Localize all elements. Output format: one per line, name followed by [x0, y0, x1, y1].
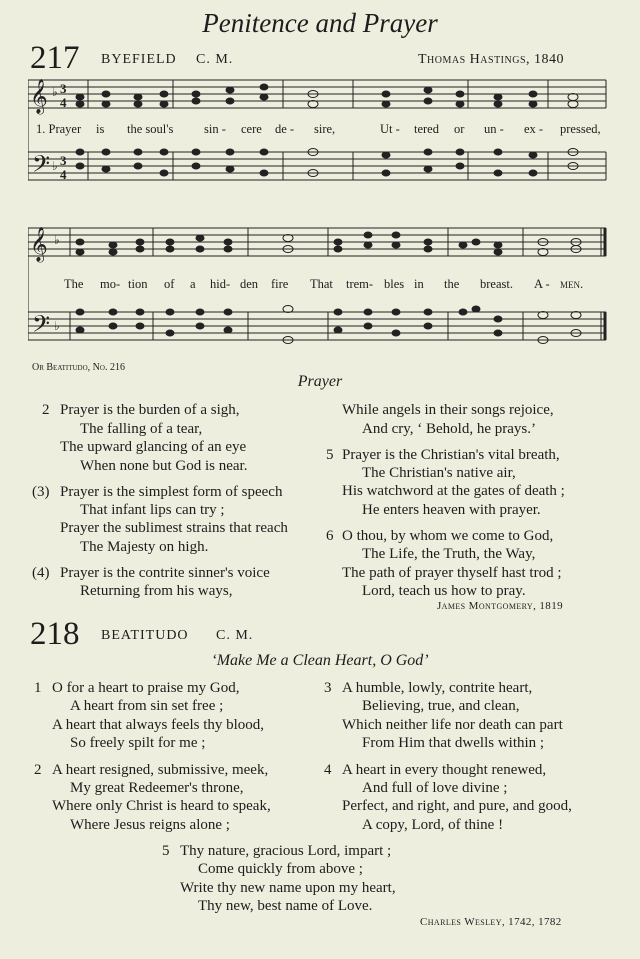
verse-line: Thy new, best name of Love.: [198, 898, 373, 914]
svg-text:3: 3: [60, 153, 67, 168]
hymn-218-tune: BEATITUDO: [101, 628, 189, 643]
verse-line: While angels in their songs rejoice,: [342, 402, 554, 418]
hymn-218-number: 218: [30, 616, 80, 652]
lyric-syllable: a: [190, 277, 196, 291]
lyric-syllable: the soul's: [127, 122, 174, 136]
verse-line: He enters heaven with prayer.: [362, 502, 541, 518]
stanza-number: 4: [324, 762, 332, 778]
lyric-syllable: fire: [271, 277, 289, 291]
lyric-syllable: tion: [128, 277, 148, 291]
hymn-218-subtitle: ‘Make Me a Clean Heart, O God’: [211, 652, 429, 669]
stanza-number: 2: [42, 402, 50, 418]
verse-line: A heart that always feels thy blood,: [52, 717, 265, 733]
lyric-syllable: A -: [534, 277, 550, 291]
svg-text:♭: ♭: [52, 159, 58, 173]
verse-line: Where only Christ is heard to speak,: [52, 798, 271, 814]
verse-line: A heart from sin set free ;: [70, 698, 224, 714]
svg-text:𝄢: 𝄢: [32, 310, 51, 343]
verse-line: The Majesty on high.: [80, 539, 209, 555]
lyric-syllable: un -: [484, 122, 504, 136]
verse-line: So freely spilt for me ;: [70, 735, 206, 751]
verse-line: His watchword at the gates of death ;: [342, 483, 565, 499]
hymn-218-meter: C. M.: [216, 628, 254, 643]
stanza-number: (4): [32, 565, 50, 581]
hymn-217-subtitle: Prayer: [297, 373, 343, 390]
stanza-number: 1: [34, 680, 42, 696]
svg-text:♭: ♭: [52, 85, 58, 99]
lyric-syllable: breast.: [480, 277, 513, 291]
lyric-syllable: men.: [560, 277, 584, 291]
verse-line: Returning from his ways,: [80, 583, 233, 599]
stanza-number: 5: [326, 447, 334, 463]
verse-line: That infant lips can try ;: [80, 502, 225, 518]
lyric-syllable: de -: [275, 122, 295, 136]
lyric-syllable: den: [240, 277, 259, 291]
lyric-syllable: cere: [241, 122, 262, 136]
verse-line: Which neither life nor death can part: [342, 717, 563, 733]
lyric-syllable: 1. Prayer: [36, 122, 82, 136]
verse-line: Where Jesus reigns alone ;: [70, 817, 230, 833]
verse-line: And full of love divine ;: [362, 780, 508, 796]
lyric-syllable: the: [444, 277, 460, 291]
hymn-217-tune: BYEFIELD: [101, 52, 177, 67]
svg-text:3: 3: [60, 81, 67, 96]
hymn-217-composer: Thomas Hastings, 1840: [418, 52, 565, 67]
stanza-number: 3: [324, 680, 332, 696]
stanza-number: 2: [34, 762, 42, 778]
svg-text:♭: ♭: [54, 233, 60, 247]
lyric-syllable: of: [164, 277, 175, 291]
verse-line: Believing, true, and clean,: [362, 698, 520, 714]
lyric-syllable: trem-: [346, 277, 374, 291]
alt-tune-note: Or Beatitudo, No. 216: [32, 362, 125, 373]
verse-line: The Life, the Truth, the Way,: [362, 546, 536, 562]
verse-line: Prayer is the burden of a sigh,: [60, 402, 240, 418]
stanza-number: (3): [32, 484, 50, 500]
verse-line: From Him that dwells within ;: [362, 735, 545, 751]
svg-text:𝄢: 𝄢: [32, 150, 51, 183]
verse-line: The falling of a tear,: [80, 421, 203, 437]
svg-text:𝄞: 𝄞: [30, 227, 48, 262]
verse-line: Prayer is the simplest form of speech: [60, 484, 283, 500]
verse-line: The upward glancing of an eye: [60, 439, 247, 455]
verse-line: A heart resigned, submissive, meek,: [52, 762, 269, 778]
verse-line: Perfect, and right, and pure, and good,: [342, 798, 572, 814]
lyric-syllable: is: [96, 122, 105, 136]
lyric-syllable: bles: [384, 277, 405, 291]
section-title: Penitence and Prayer: [202, 8, 438, 38]
verse-line: Prayer the sublimest strains that reach: [60, 520, 288, 536]
hymn-218-author: Charles Wesley, 1742, 1782: [420, 916, 562, 928]
verse-line: O thou, by whom we come to God,: [342, 528, 554, 544]
verse-line: And cry, ‘ Behold, he prays.’: [362, 421, 536, 437]
verse-line: O for a heart to praise my God,: [52, 680, 240, 696]
lyric-syllable: mo-: [100, 277, 121, 291]
verse-line: Thy nature, gracious Lord, impart ;: [180, 843, 392, 859]
verse-line: A humble, lowly, contrite heart,: [342, 680, 533, 696]
lyric-syllable: tered: [414, 122, 439, 136]
verse-line: Come quickly from above ;: [198, 861, 363, 877]
lyric-syllable: or: [454, 122, 465, 136]
lyric-syllable: The: [64, 277, 84, 291]
svg-text:♭: ♭: [54, 319, 60, 333]
lyric-syllable: ex -: [524, 122, 544, 136]
lyric-syllable: hid-: [210, 277, 231, 291]
lyric-syllable: sin -: [204, 122, 226, 136]
verse-line: Prayer is the Christian's vital breath,: [342, 447, 560, 463]
lyric-syllable: Ut -: [380, 122, 400, 136]
hymn-217-number: 217: [30, 40, 80, 76]
verse-line: Write thy new name upon my heart,: [180, 880, 396, 896]
lyric-syllable: sire,: [314, 122, 336, 136]
hymn-217-author: James Montgomery, 1819: [437, 600, 564, 612]
svg-text:4: 4: [60, 95, 67, 110]
lyric-syllable: pressed,: [560, 122, 601, 136]
verse-line: When none but God is near.: [80, 458, 248, 474]
verse-line: Prayer is the contrite sinner's voice: [60, 565, 270, 581]
stanza-number: 6: [326, 528, 334, 544]
verse-line: My great Redeemer's throne,: [70, 780, 244, 796]
svg-text:𝄞: 𝄞: [30, 79, 48, 114]
lyric-syllable: That: [310, 277, 333, 291]
verse-line: A heart in every thought renewed,: [342, 762, 547, 778]
lyric-syllable: in: [414, 277, 424, 291]
verse-line: The Christian's native air,: [362, 465, 516, 481]
verse-line: Lord, teach us how to pray.: [362, 583, 526, 599]
svg-text:4: 4: [60, 167, 67, 182]
verse-line: The path of prayer thyself hast trod ;: [342, 565, 562, 581]
verse-line: A copy, Lord, of thine !: [362, 817, 504, 833]
hymn-217-meter: C. M.: [196, 52, 234, 67]
stanza-number: 5: [162, 843, 170, 859]
